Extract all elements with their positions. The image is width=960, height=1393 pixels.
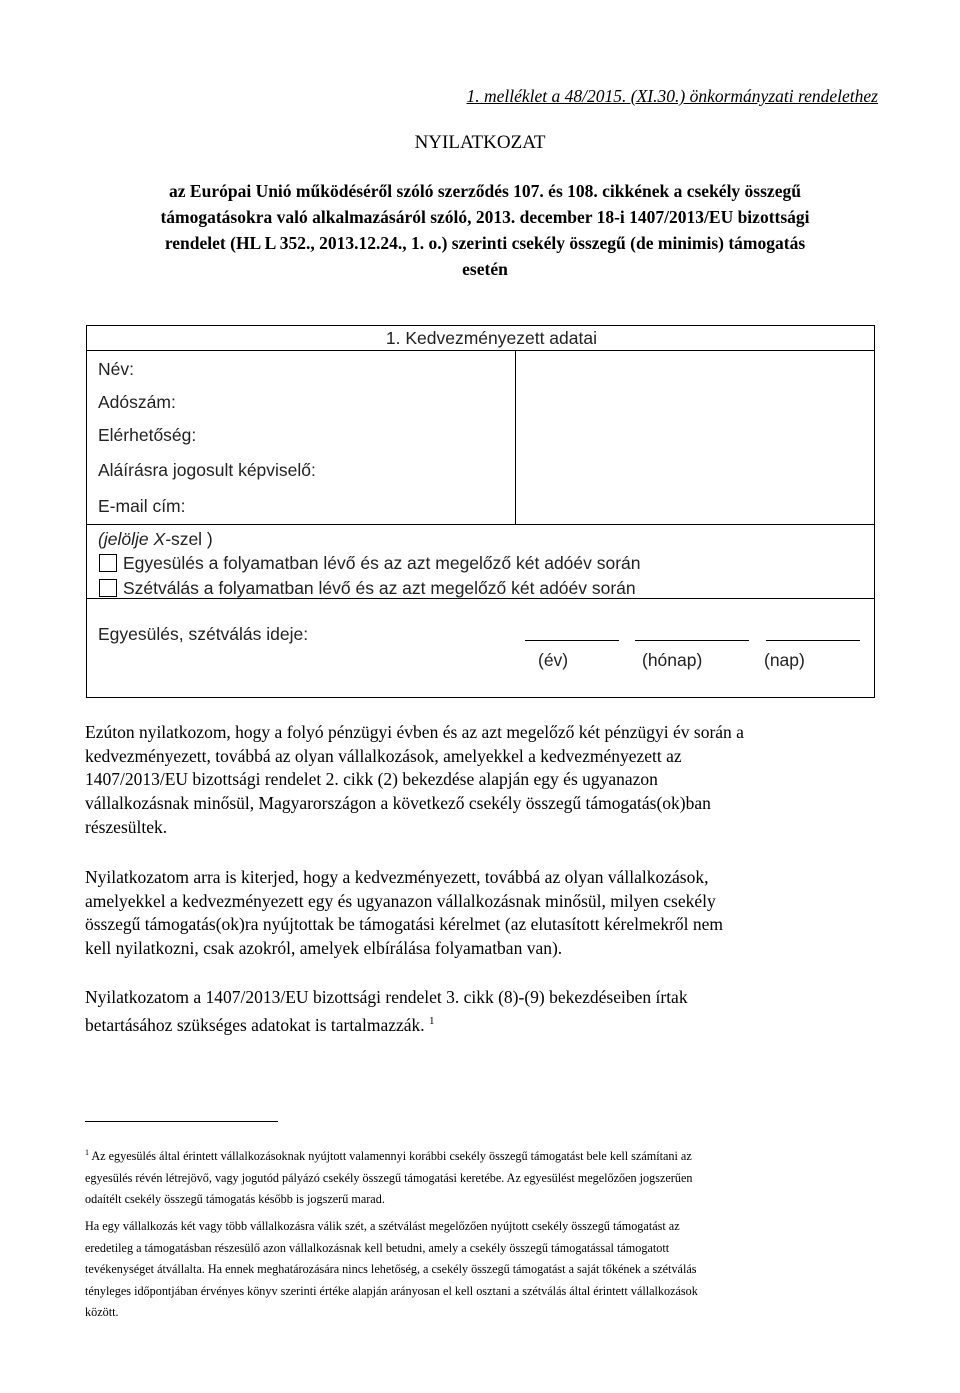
field-label-contact: Elérhetőség: bbox=[98, 425, 197, 445]
footnote-text: Az egyesülés által érintett vállalkozásoknak nyújtott valamennyi korábbi csekély összegű támogatást bele kell számítani az bbox=[91, 1149, 692, 1164]
year-unit: (év) bbox=[538, 650, 569, 670]
paragraph-line: Nyilatkozatom a 1407/2013/EU bizottsági rendelet 3. cikk (8)-(9) bekezdéseiben írtak bbox=[85, 987, 688, 1007]
row-divider bbox=[87, 524, 874, 525]
section-title: 1. Kedvezményezett adatai bbox=[385, 328, 597, 348]
paragraph-line: Ezúton nyilatkozom, hogy a folyó pénzügyi évben és az azt megelőző két pénzügyi év során a bbox=[85, 722, 744, 742]
paragraph-line: vállalkozásnak minősül, Magyarországon a következő csekély összegű támogatás(ok)ban bbox=[85, 793, 711, 814]
day-blank[interactable] bbox=[766, 640, 860, 641]
footnote-line: eredetileg a támogatásban részesülő azon vállalkozásnak kell betudni, amely a csekély összegű támogatással támogatott bbox=[85, 1240, 670, 1255]
footnote-line: Ha egy vállalkozás két vagy több vállalkozásra válik szét, a szétválást megelőzően nyújtott csekély összegű támogatást az bbox=[85, 1219, 680, 1233]
footnote-line: odaítélt csekély összegű támogatás később is jogszerű marad. bbox=[85, 1192, 385, 1207]
footnote-line: között. bbox=[85, 1305, 119, 1319]
date-label: Egyesülés, szétválás ideje: bbox=[98, 624, 309, 644]
paragraph-line: összegű támogatás(ok)ra nyújtottak be támogatási kérelmet (az elutasított kérelmekről nem bbox=[85, 914, 724, 935]
field-label-email: E-mail cím: bbox=[98, 496, 186, 516]
footnote-line: tényleges időpontjában érvényes könyv szerinti értéke alapján arányosan el kell osztani a szétválás által érintett vállalkozások bbox=[85, 1283, 698, 1298]
month-unit: (hónap) bbox=[642, 650, 703, 670]
footnote-line: egyesülés révén létrejövő, vagy jogutód pályázó csekély összegű támogatási keretébe. Az egyesülést megelőzően jogszerűen bbox=[85, 1170, 693, 1185]
mark-hint-italic: (jelölje X- bbox=[98, 529, 171, 549]
month-blank[interactable] bbox=[635, 640, 749, 641]
subtitle-line: az Európai Unió működéséről szóló szerződés 107. és 108. cikkének a csekély összegű bbox=[169, 181, 801, 201]
merger-checkbox[interactable] bbox=[99, 554, 117, 572]
demerger-checkbox[interactable] bbox=[99, 579, 117, 597]
merger-option-label: Egyesülés a folyamatban lévő és az azt megelőző két adóév során bbox=[123, 553, 641, 573]
document-title: NYILATKOZAT bbox=[414, 132, 546, 153]
demerger-option-label: Szétválás a folyamatban lévő és az azt megelőző két adóév során bbox=[123, 578, 636, 598]
footnote-line bbox=[85, 1142, 875, 1168]
annex-reference: 1. melléklet a 48/2015. (XI.30.) önkormányzati rendelethez bbox=[466, 86, 878, 106]
subtitle-line: támogatásokra való alkalmazásáról szóló, 2013. december 18-i 1407/2013/EU bizottsági bbox=[160, 207, 810, 227]
day-unit: (nap) bbox=[764, 650, 805, 670]
field-label-tax-number: Adószám: bbox=[98, 392, 176, 412]
declaration-paragraph-1 bbox=[85, 721, 875, 840]
footnote-1-paragraph-2 bbox=[85, 1216, 875, 1324]
paragraph-line: kedvezményezett, továbbá az olyan vállalkozások, amelyekkel a kedvezményezett az bbox=[85, 745, 682, 766]
declaration-paragraph-3 bbox=[85, 986, 875, 1037]
declaration-paragraph-2 bbox=[85, 866, 875, 961]
subtitle-line: rendelet (HL L 352., 2013.12.24., 1. o.) szerinti csekély összegű (de minimis) támogatás bbox=[164, 233, 806, 253]
paragraph-line: részesültek. bbox=[85, 816, 168, 837]
subtitle-line: esetén bbox=[462, 259, 508, 279]
row-divider bbox=[87, 350, 874, 351]
beneficiary-form-table bbox=[86, 325, 875, 698]
footnote-1 bbox=[85, 1142, 875, 1211]
year-blank[interactable] bbox=[525, 640, 619, 641]
document-subtitle bbox=[90, 178, 880, 282]
footnote-line: tevékenységet átvállalta. Ha ennek meghatározására nincs lehetőség, a csekély összegű támogatást a saját tőkének a szétválás bbox=[85, 1262, 697, 1276]
mark-hint-rest: szel ) bbox=[170, 529, 213, 549]
field-label-signatory: Aláírásra jogosult képviselő: bbox=[98, 460, 316, 480]
paragraph-line: amelyekkel a kedvezményezett egy és ugyanazon vállalkozásnak minősül, milyen csekély bbox=[85, 890, 716, 911]
footnote-marker: 1 bbox=[85, 1148, 89, 1157]
paragraph-line: kell nyilatkozni, csak azokról, amelyek elbírálása folyamatban van). bbox=[85, 938, 563, 959]
paragraph-line: betartásához szükséges adatokat is tartalmazzák. bbox=[85, 1014, 425, 1035]
paragraph-line-with-ref bbox=[85, 1010, 875, 1038]
footnote-separator bbox=[85, 1121, 278, 1122]
field-label-name: Név: bbox=[98, 359, 134, 379]
mark-hint bbox=[98, 529, 213, 550]
column-divider bbox=[515, 350, 516, 524]
footnote-reference[interactable]: 1 bbox=[429, 1014, 435, 1027]
paragraph-line: Nyilatkozatom arra is kiterjed, hogy a kedvezményezett, továbbá az olyan vállalkozások, bbox=[85, 867, 709, 887]
paragraph-line: 1407/2013/EU bizottsági rendelet 2. cikk (2) bekezdése alapján egy és ugyanazon bbox=[85, 769, 658, 790]
